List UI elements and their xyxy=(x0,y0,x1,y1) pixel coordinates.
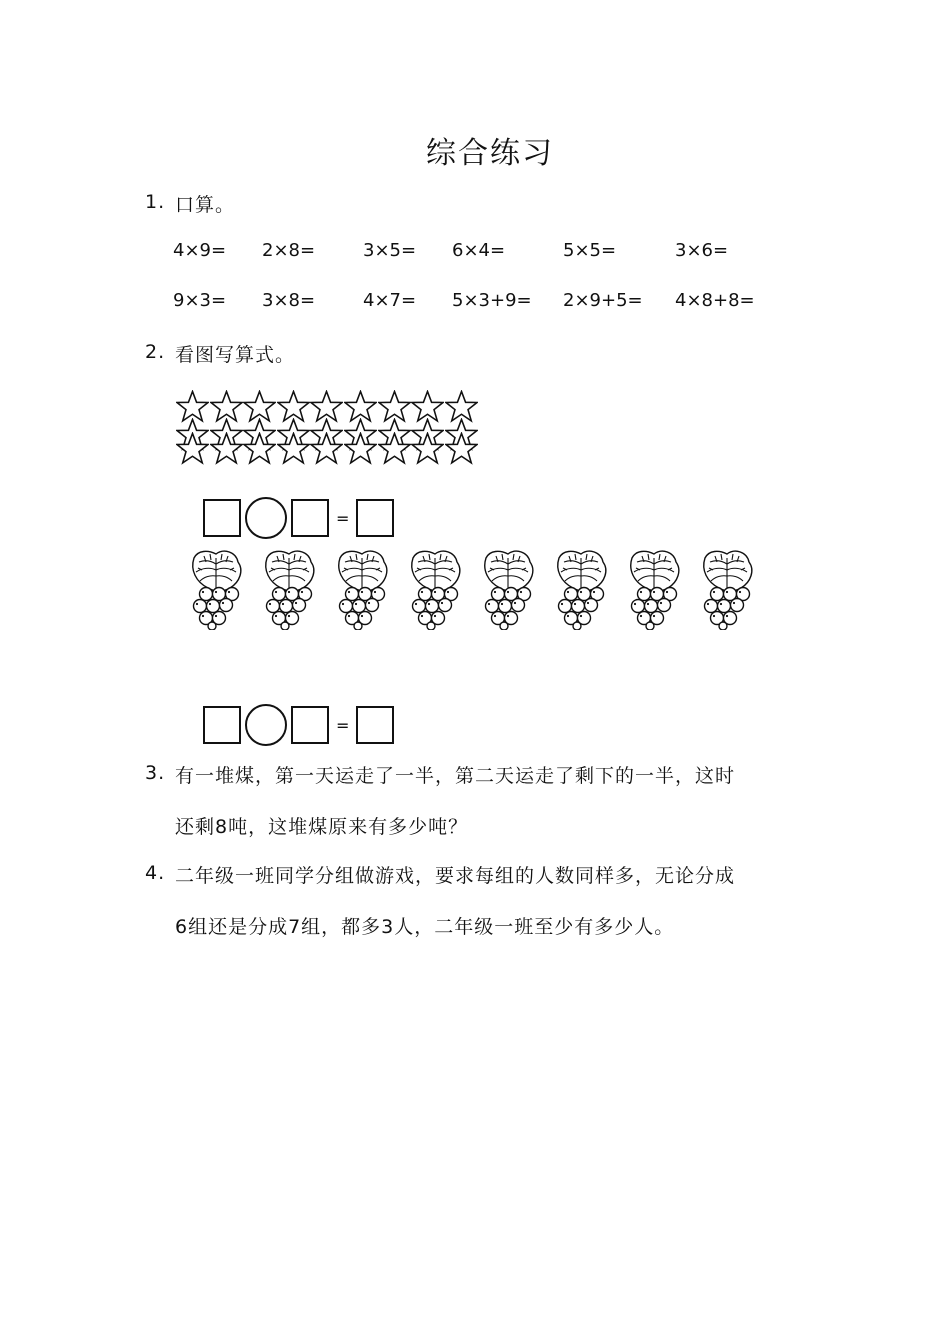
answer-box[interactable] xyxy=(356,499,394,537)
grape-icon xyxy=(697,548,757,630)
calc-item: 5×5= xyxy=(563,240,617,261)
equals-sign: = xyxy=(336,715,350,735)
star-icon xyxy=(310,432,343,465)
q3-line2: 还剩8吨，这堆煤原来有多少吨？ xyxy=(175,816,469,838)
star-icon xyxy=(378,432,411,465)
calc-item: 3×8= xyxy=(262,290,316,311)
grape-icon xyxy=(405,548,465,630)
q2-text: 看图写算式。 xyxy=(175,344,296,366)
q2-number: 2. xyxy=(145,341,166,363)
calc-item: 4×7= xyxy=(363,290,417,311)
grapes-row xyxy=(186,548,757,630)
grape-icon xyxy=(551,548,611,630)
calc-item: 9×3= xyxy=(173,290,227,311)
q4-line2: 6组还是分成7组，都多3人，二年级一班至少有多少人。 xyxy=(175,916,675,938)
equation-blank-stars xyxy=(203,497,394,539)
answer-box[interactable] xyxy=(291,706,329,744)
calc-item: 2×9+5= xyxy=(563,290,643,311)
calc-item: 2×8= xyxy=(262,240,316,261)
q1-text: 口算。 xyxy=(175,194,236,216)
answer-box[interactable] xyxy=(291,499,329,537)
q4-number: 4. xyxy=(145,862,166,884)
calc-item: 4×9= xyxy=(173,240,227,261)
answer-box[interactable] xyxy=(356,706,394,744)
q4-line1: 二年级一班同学分组做游戏，要求每组的人数同样多，无论分成 xyxy=(175,865,736,887)
star-icon xyxy=(411,432,444,465)
grape-icon xyxy=(259,548,319,630)
calc-item: 4×8+8= xyxy=(675,290,755,311)
star-icon xyxy=(176,432,209,465)
calc-item: 3×6= xyxy=(675,240,729,261)
star-icon xyxy=(344,432,377,465)
grape-icon xyxy=(332,548,392,630)
calc-item: 3×5= xyxy=(363,240,417,261)
star-icon xyxy=(210,432,243,465)
calc-item: 5×3+9= xyxy=(452,290,532,311)
equation-blank-grapes xyxy=(203,704,394,746)
grape-icon xyxy=(478,548,538,630)
q1-number: 1. xyxy=(145,191,166,213)
page-title: 综合练习 xyxy=(426,136,554,171)
grape-icon xyxy=(186,548,246,630)
calc-item: 6×4= xyxy=(452,240,506,261)
star-icon xyxy=(243,432,276,465)
stars-row-3 xyxy=(176,432,478,465)
operator-circle[interactable] xyxy=(245,704,287,746)
q3-number: 3. xyxy=(145,762,166,784)
grape-icon xyxy=(624,548,684,630)
star-icon xyxy=(277,432,310,465)
operator-circle[interactable] xyxy=(245,497,287,539)
answer-box[interactable] xyxy=(203,706,241,744)
q3-line1: 有一堆煤，第一天运走了一半，第二天运走了剩下的一半，这时 xyxy=(175,765,736,787)
equals-sign: = xyxy=(336,508,350,528)
star-icon xyxy=(445,432,478,465)
answer-box[interactable] xyxy=(203,499,241,537)
